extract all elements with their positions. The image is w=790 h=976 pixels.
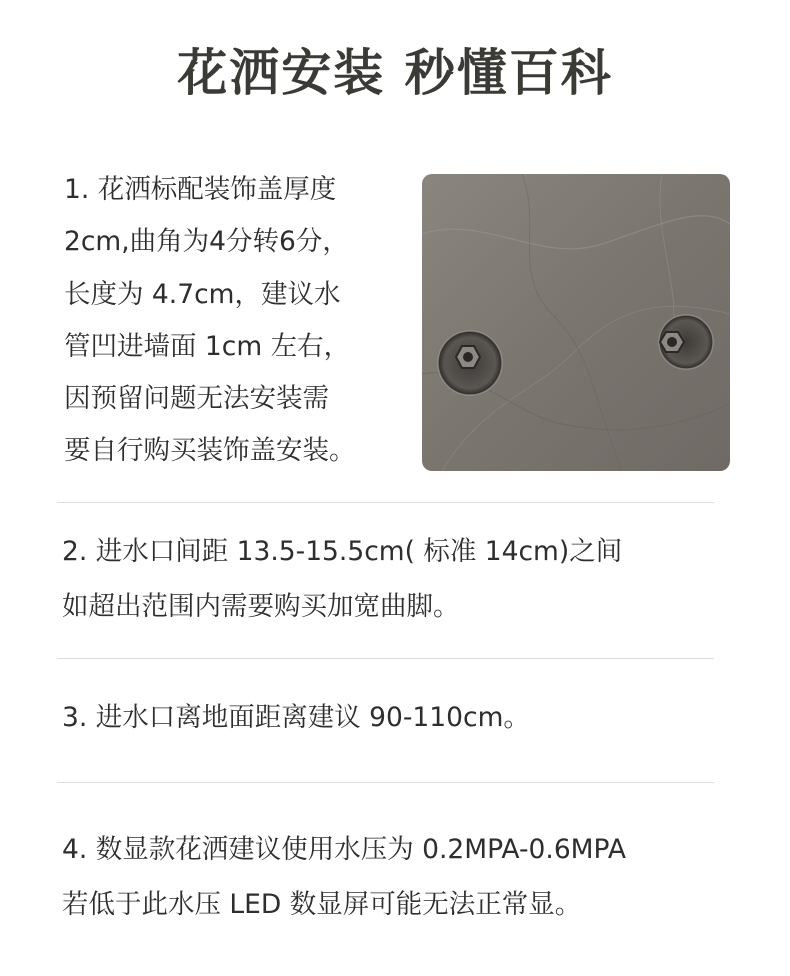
instruction-item-1 (64, 164, 409, 478)
item-2-line-1: 2. 进水口间距 13.5-15.5cm( 标准 14cm)之间 (62, 536, 623, 567)
divider-2 (57, 658, 714, 659)
item-4-line-2: 若低于此水压 LED 数显屏可能无法正常显。 (62, 889, 582, 920)
instruction-item-4 (62, 822, 742, 932)
wall-inlet-left-icon (438, 331, 502, 395)
item-1-line-5: 因预留问题无法安装需 (64, 383, 329, 415)
item-4-line-1: 4. 数显款花洒建议使用水压为 0.2MPA-0.6MPA (62, 834, 626, 865)
page-title: 花洒安装 秒懂百科 (177, 44, 613, 102)
item-1-line-3: 长度为 4.7cm，建议水 (64, 278, 341, 310)
instruction-item-2 (62, 524, 742, 634)
instruction-item-3 (62, 690, 742, 745)
divider-1 (57, 502, 714, 503)
divider-3 (57, 782, 714, 783)
item-1-line-2: 2cm,曲角为4分转6分， (64, 226, 349, 258)
wall-inlet-right-icon (659, 315, 713, 369)
item-1-line-1: 1. 花洒标配装饰盖厚度 (64, 174, 337, 205)
item-2-line-2: 如超出范围内需要购买加宽曲脚。 (62, 591, 460, 622)
item-1-line-6: 要自行购买装饰盖安装。 (64, 435, 356, 467)
item-1-line-4: 管凹进墙面 1cm 左右， (64, 330, 351, 362)
item-3-line-1: 3. 进水口离地面距离建议 90-110cm。 (62, 702, 530, 733)
wall-inlet-photo (422, 174, 730, 471)
